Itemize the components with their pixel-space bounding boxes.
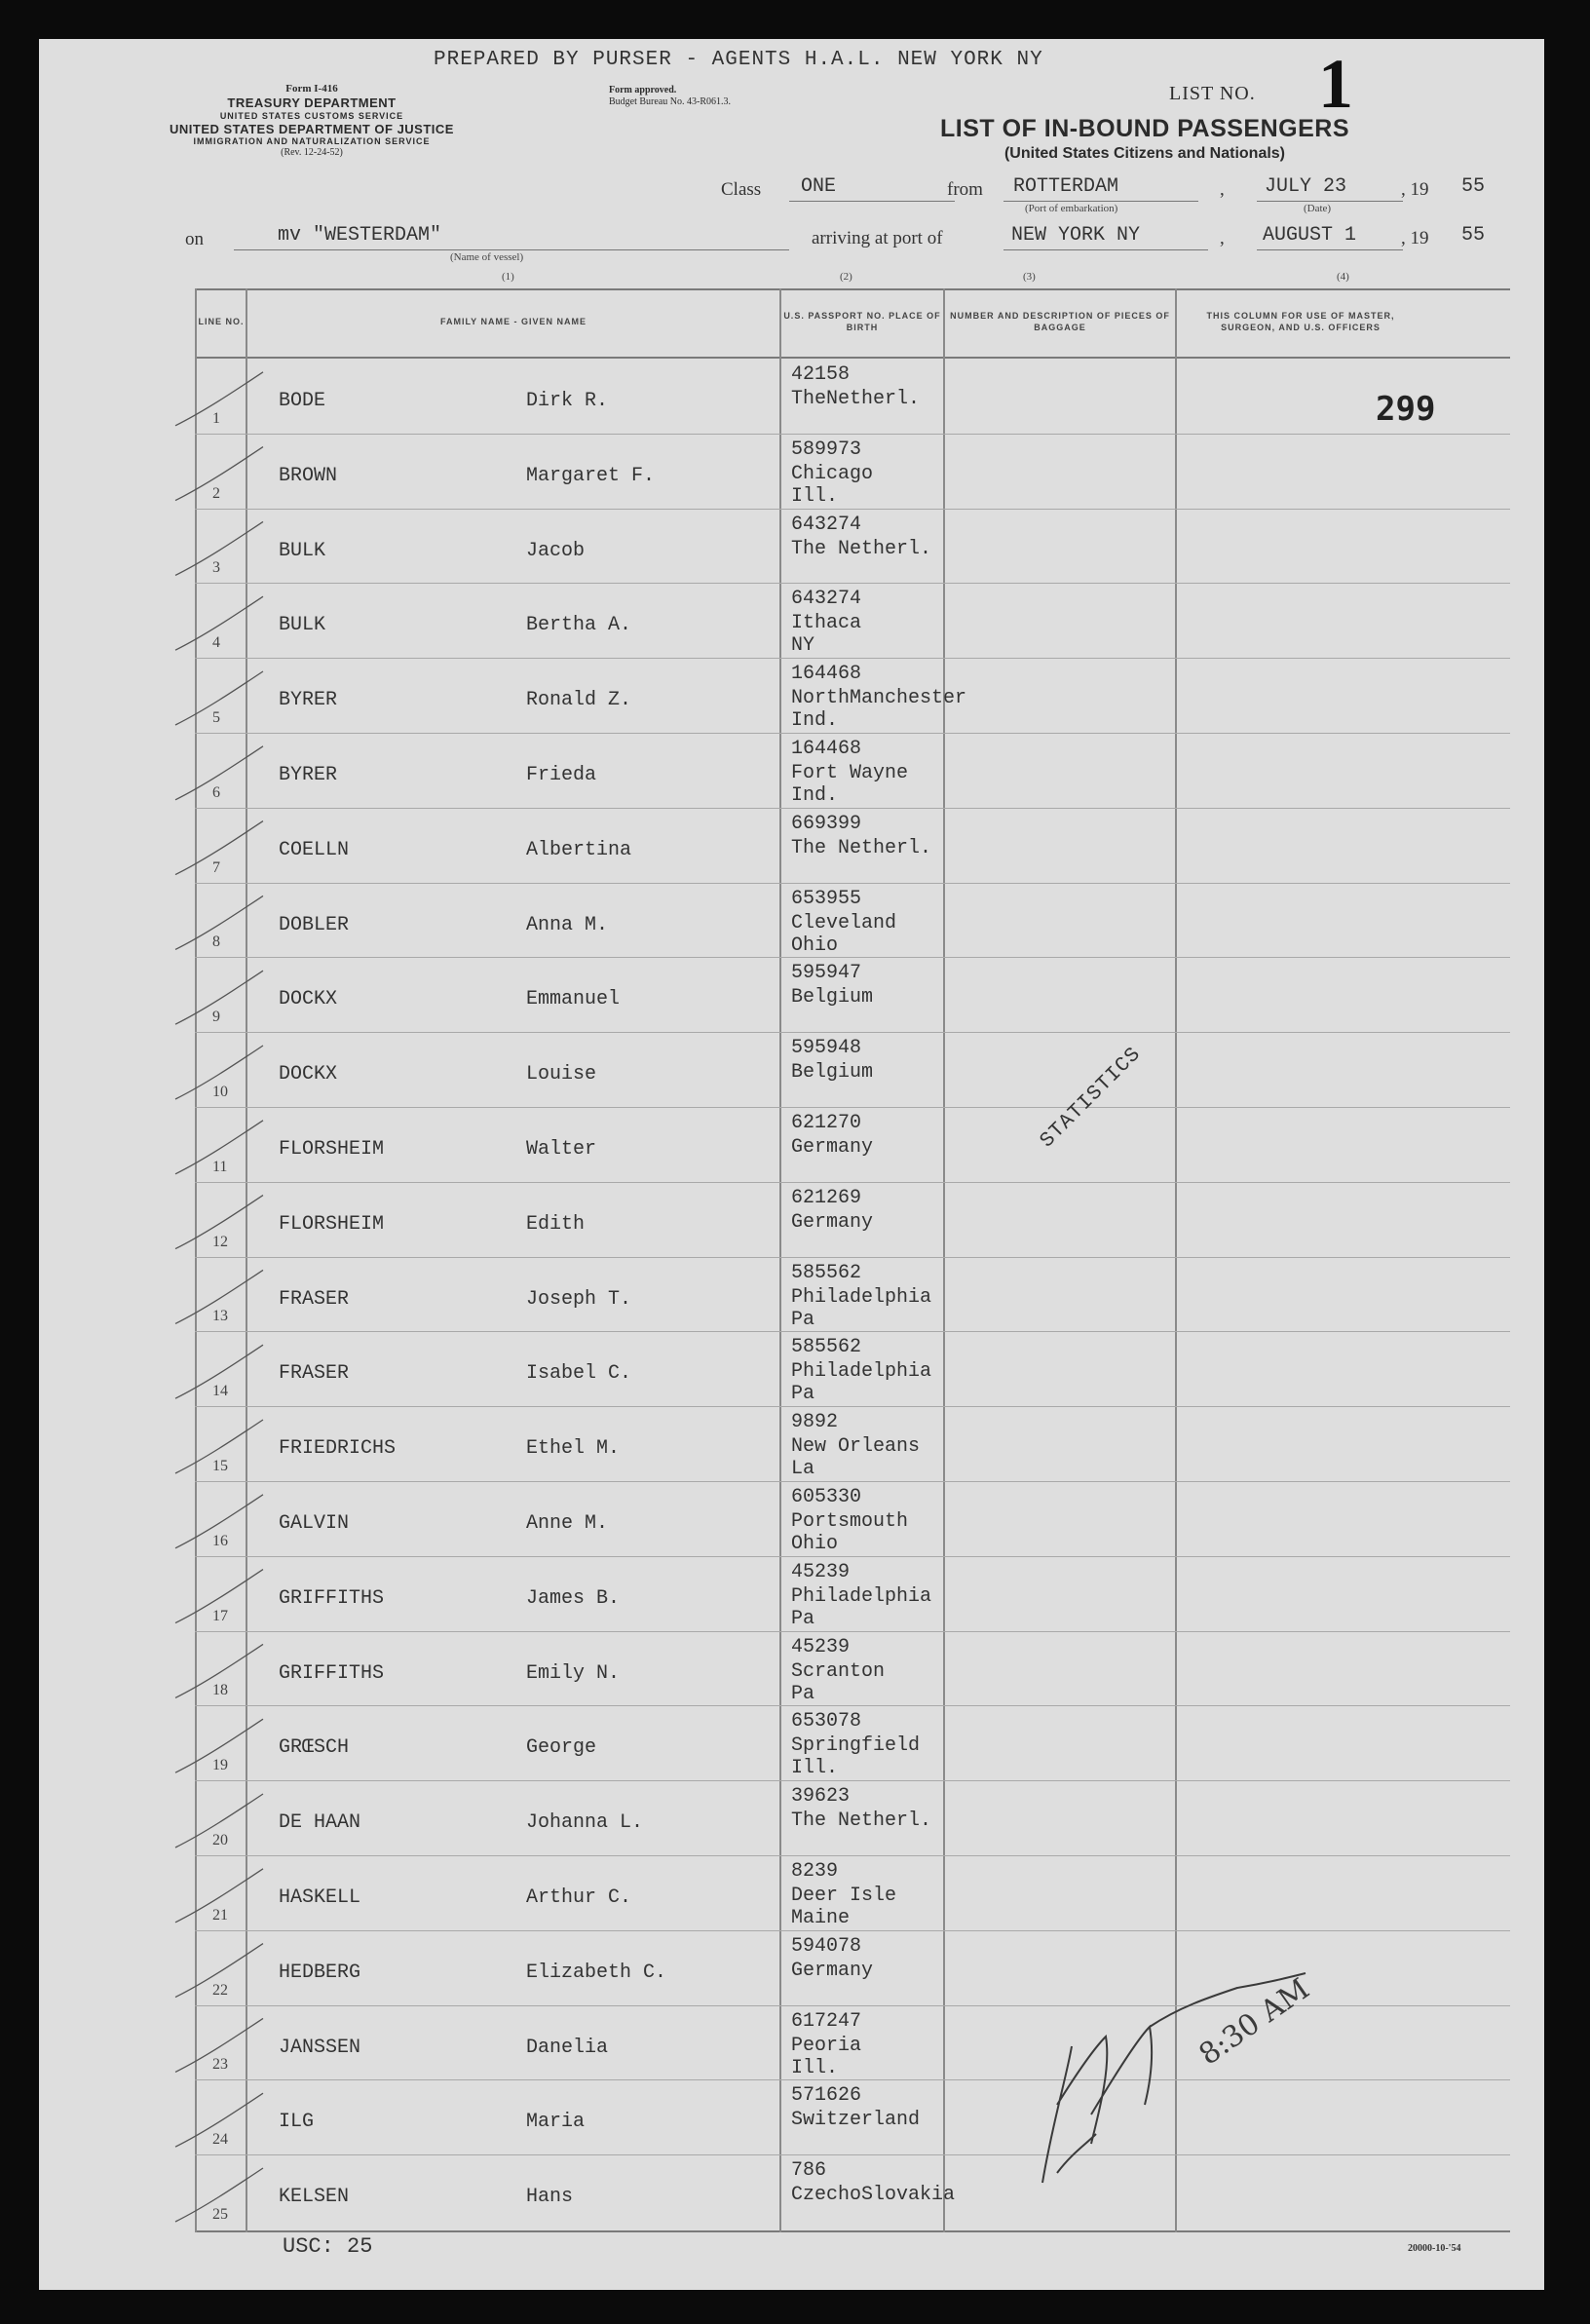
tick-mark <box>175 746 263 800</box>
given-name: Elizabeth C. <box>526 1961 667 1984</box>
birth-place: Peoria <box>791 2034 862 2057</box>
line-number: 9 <box>212 1009 220 1026</box>
birth-place: Germany <box>791 1210 874 1234</box>
given-name: Isabel C. <box>526 1362 632 1386</box>
given-name: Louise <box>526 1063 597 1086</box>
tick-mark <box>175 596 263 650</box>
embarkation-port: ROTTERDAM <box>1013 175 1119 198</box>
birth-place: Cleveland <box>791 911 897 934</box>
header-name: FAMILY NAME - GIVEN NAME <box>439 317 587 327</box>
comma: , <box>1220 179 1225 200</box>
line-number: 2 <box>212 484 220 502</box>
tick-mark <box>175 971 263 1024</box>
line-number: 23 <box>212 2056 228 2074</box>
print-code: 20000-10-'54 <box>1408 2243 1461 2254</box>
tick-mark <box>175 2018 263 2072</box>
departure-date: JULY 23 <box>1265 175 1347 198</box>
line-number: 11 <box>212 1158 228 1175</box>
passport-number: 164468 <box>791 663 862 686</box>
tick-mark <box>175 2168 263 2222</box>
header-passport: U.S. PASSPORT NO. PLACE OF BIRTH <box>783 311 941 332</box>
passport-number: 595947 <box>791 962 862 985</box>
birth-place: Switzerland <box>791 2109 921 2132</box>
passport-number: 653955 <box>791 887 862 910</box>
given-name: Albertina <box>526 838 632 861</box>
given-name: Walter <box>526 1138 597 1161</box>
passport-number: 643274 <box>791 513 862 536</box>
given-name: George <box>526 1736 597 1760</box>
passport-number: 9892 <box>791 1411 839 1434</box>
family-name: JANSSEN <box>279 2036 361 2059</box>
birth-place: Springfield <box>791 1734 921 1758</box>
given-name: Frieda <box>526 764 597 786</box>
given-name: Jacob <box>526 539 586 562</box>
prepared-by-line: PREPARED BY PURSER - AGENTS H.A.L. NEW YORK NY <box>434 49 1043 71</box>
tick-mark <box>175 1570 263 1623</box>
family-name: GRIFFITHS <box>279 1586 385 1610</box>
tick-mark <box>175 1345 263 1398</box>
passport-number: 669399 <box>791 812 862 835</box>
tick-mark <box>175 1644 263 1697</box>
birth-place: The Netherl. <box>791 1810 932 1833</box>
tick-mark <box>175 1944 263 1998</box>
line-number: 4 <box>212 634 220 652</box>
passport-number: 605330 <box>791 1486 862 1508</box>
column-number: (2) <box>840 271 852 283</box>
tick-mark <box>175 1121 263 1174</box>
tick-mark <box>175 1196 263 1249</box>
from-label: from <box>947 179 983 200</box>
birth-place-state: Ind. <box>791 709 839 733</box>
birth-place: Fort Wayne <box>791 762 909 784</box>
birth-place: Scranton <box>791 1659 886 1683</box>
list-number-label: LIST NO. <box>1169 83 1256 104</box>
tick-mark <box>175 372 263 426</box>
line-number: 14 <box>212 1383 228 1400</box>
line-number: 5 <box>212 708 220 726</box>
form-revision: (Rev. 12-24-52) <box>281 146 343 158</box>
budget-bureau-number: Budget Bureau No. 43-R061.3. <box>609 95 731 107</box>
family-name: DOBLER <box>279 913 350 936</box>
birth-place-state: Ill. <box>791 484 839 508</box>
tick-mark <box>175 671 263 725</box>
family-name: FRASER <box>279 1362 350 1386</box>
given-name: Emmanuel <box>526 988 621 1011</box>
tick-mark <box>175 2093 263 2147</box>
birth-place: The Netherl. <box>791 836 932 859</box>
birth-place-state: Pa <box>791 1308 815 1331</box>
birth-place-state: Pa <box>791 1383 815 1406</box>
line-number: 22 <box>212 1981 228 1999</box>
given-name: Ronald Z. <box>526 689 632 712</box>
birth-place: Philadelphia <box>791 1584 932 1608</box>
form-number: Form I-416 <box>285 83 338 95</box>
given-name: Dirk R. <box>526 390 609 412</box>
passport-number: 595948 <box>791 1037 862 1060</box>
line-number: 15 <box>212 1457 228 1474</box>
tick-mark <box>175 447 263 501</box>
birth-place-state: Ill. <box>791 1757 839 1780</box>
family-name: DOCKX <box>279 1063 338 1086</box>
birth-place-state: Pa <box>791 1682 815 1705</box>
birth-place-state: Maine <box>791 1907 851 1929</box>
year-prefix: , 19 <box>1401 228 1429 248</box>
family-name: KELSEN <box>279 2186 350 2209</box>
line-number: 10 <box>212 1083 228 1100</box>
given-name: Hans <box>526 2186 574 2209</box>
on-label: on <box>185 229 204 249</box>
line-number: 8 <box>212 933 220 951</box>
form-approved: Form approved. <box>609 85 677 95</box>
column-number: (4) <box>1337 271 1349 283</box>
line-number: 3 <box>212 559 220 577</box>
family-name: BULK <box>279 614 326 637</box>
handwritten-time: 8:30 AM <box>1192 1971 1316 2073</box>
family-name: BROWN <box>279 464 338 487</box>
given-name: Emily N. <box>526 1661 621 1685</box>
comma: , <box>1220 228 1225 248</box>
birth-place: Portsmouth <box>791 1510 909 1533</box>
given-name: Edith <box>526 1212 586 1236</box>
header-officers: THIS COLUMN FOR USE OF MASTER, SURGEON, AND U.S. OFFICERS <box>1206 311 1395 332</box>
line-number: 18 <box>212 1682 228 1699</box>
passport-number: 621270 <box>791 1112 862 1134</box>
line-number: 1 <box>212 409 220 427</box>
arriving-label: arriving at port of <box>812 228 943 248</box>
tick-mark <box>175 821 263 875</box>
passport-number: 653078 <box>791 1710 862 1733</box>
birth-place-state: Ohio <box>791 933 839 957</box>
usc-count: USC: 25 <box>283 2234 373 2259</box>
given-name: Ethel M. <box>526 1437 621 1461</box>
passport-number: 45239 <box>791 1560 851 1583</box>
passport-number: 164468 <box>791 738 862 760</box>
birth-place: Belgium <box>791 986 874 1010</box>
tick-mark <box>175 895 263 949</box>
given-name: Anna M. <box>526 913 609 936</box>
birth-place: The Netherl. <box>791 537 932 560</box>
header-baggage: NUMBER AND DESCRIPTION OF PIECES OF BAGGAGE <box>950 311 1170 332</box>
given-name: Joseph T. <box>526 1287 632 1311</box>
family-name: COELLN <box>279 838 350 861</box>
passport-number: 585562 <box>791 1261 862 1284</box>
passport-number: 585562 <box>791 1336 862 1359</box>
arrival-port: NEW YORK NY <box>1011 224 1141 247</box>
vessel-name: mv "WESTERDAM" <box>278 224 442 247</box>
vessel-caption: (Name of vessel) <box>450 251 524 263</box>
line-number: 17 <box>212 1607 228 1624</box>
line-number: 19 <box>212 1757 228 1774</box>
birth-place: Chicago <box>791 462 874 485</box>
family-name: DE HAAN <box>279 1811 361 1835</box>
birth-place-state: Ind. <box>791 784 839 807</box>
family-name: HEDBERG <box>279 1961 361 1984</box>
naturalization-service: IMMIGRATION AND NATURALIZATION SERVICE <box>193 136 431 147</box>
line-number: 6 <box>212 783 220 801</box>
passport-number: 621269 <box>791 1186 862 1209</box>
header-line-no: LINE NO. <box>198 317 245 327</box>
family-name: GALVIN <box>279 1512 350 1535</box>
arrival-year: 55 <box>1461 224 1486 247</box>
family-name: HASKELL <box>279 1886 361 1909</box>
birth-place: Germany <box>791 1136 874 1159</box>
line-number: 7 <box>212 858 220 876</box>
birth-place: CzechoSlovakia <box>791 2184 956 2207</box>
birth-place: Philadelphia <box>791 1285 932 1309</box>
birth-place-state: NY <box>791 634 815 658</box>
family-name: BYRER <box>279 764 338 786</box>
arrival-date: AUGUST 1 <box>1263 224 1357 247</box>
manifest-page <box>39 39 1544 2290</box>
passport-number: 594078 <box>791 1934 862 1958</box>
passport-number: 786 <box>791 2159 827 2183</box>
given-name: Bertha A. <box>526 614 632 637</box>
birth-place-state: Pa <box>791 1607 815 1630</box>
birth-place: Philadelphia <box>791 1360 932 1384</box>
column-number: (3) <box>1023 271 1036 283</box>
passport-number: 571626 <box>791 2084 862 2108</box>
line-number: 16 <box>212 1532 228 1549</box>
birth-place-state: Ohio <box>791 1533 839 1555</box>
list-number: 1 <box>1318 45 1353 123</box>
date-caption: (Date) <box>1304 203 1332 214</box>
given-name: Arthur C. <box>526 1886 632 1909</box>
line-number: 12 <box>212 1233 228 1250</box>
family-name: GRIFFITHS <box>279 1661 385 1685</box>
birth-place: TheNetherl. <box>791 388 921 410</box>
justice-department: UNITED STATES DEPARTMENT OF JUSTICE <box>170 121 454 136</box>
year-prefix: , 19 <box>1401 179 1429 200</box>
family-name: DOCKX <box>279 988 338 1011</box>
tick-mark <box>175 1495 263 1548</box>
statistics-stamp: STATISTICS <box>1036 1043 1147 1153</box>
passport-number: 45239 <box>791 1635 851 1658</box>
birth-place: NorthManchester <box>791 687 967 710</box>
birth-place: New Orleans <box>791 1435 921 1459</box>
birth-place-state: Ill. <box>791 2056 839 2079</box>
family-name: FLORSHEIM <box>279 1212 385 1236</box>
passport-number: 589973 <box>791 438 862 461</box>
line-number: 20 <box>212 1831 228 1848</box>
family-name: BODE <box>279 390 326 412</box>
birth-place: Germany <box>791 1959 874 1982</box>
line-number: 13 <box>212 1308 228 1325</box>
line-number: 21 <box>212 1906 228 1924</box>
passport-number: 39623 <box>791 1785 851 1809</box>
birth-place: Belgium <box>791 1061 874 1085</box>
tick-mark <box>175 1719 263 1772</box>
treasury-department: TREASURY DEPARTMENT <box>227 95 397 111</box>
birth-place: Deer Isle <box>791 1885 897 1907</box>
tick-mark <box>175 1046 263 1099</box>
given-name: Danelia <box>526 2036 609 2059</box>
birth-place-state: La <box>791 1458 815 1481</box>
list-title: LIST OF IN-BOUND PASSENGERS <box>939 115 1349 142</box>
passport-number: 617247 <box>791 2009 862 2033</box>
family-name: GRŒSCH <box>279 1736 350 1760</box>
tick-marks <box>175 372 263 2222</box>
stamp-number: 299 <box>1376 390 1436 429</box>
embarkation-caption: (Port of embarkation) <box>1025 203 1118 214</box>
tick-mark <box>175 521 263 575</box>
family-name: FRASER <box>279 1287 350 1311</box>
given-name: Johanna L. <box>526 1811 644 1835</box>
departure-year: 55 <box>1461 175 1486 198</box>
customs-service: UNITED STATES CUSTOMS SERVICE <box>219 110 404 121</box>
passport-number: 643274 <box>791 588 862 611</box>
family-name: FRIEDRICHS <box>279 1437 397 1461</box>
pen-annotations <box>39 39 1544 2290</box>
line-number: 25 <box>212 2205 228 2223</box>
given-name: James B. <box>526 1586 621 1610</box>
given-name: Anne M. <box>526 1512 609 1535</box>
family-name: BULK <box>279 539 326 562</box>
list-subtitle: (United States Citizens and Nationals) <box>1003 145 1286 162</box>
birth-place: Ithaca <box>791 612 862 635</box>
family-name: BYRER <box>279 689 338 712</box>
tick-mark <box>175 1869 263 1923</box>
class-value: ONE <box>801 175 837 198</box>
tick-mark <box>175 1794 263 1848</box>
line-number: 24 <box>212 2131 228 2149</box>
family-name: FLORSHEIM <box>279 1138 385 1161</box>
given-name: Margaret F. <box>526 464 656 487</box>
family-name: ILG <box>279 2111 315 2134</box>
given-name: Maria <box>526 2111 586 2134</box>
passport-number: 42158 <box>791 363 851 386</box>
column-number: (1) <box>502 271 514 283</box>
tick-mark <box>175 1420 263 1473</box>
tick-mark <box>175 1270 263 1323</box>
passport-number: 8239 <box>791 1860 839 1883</box>
class-label: Class <box>721 179 762 200</box>
